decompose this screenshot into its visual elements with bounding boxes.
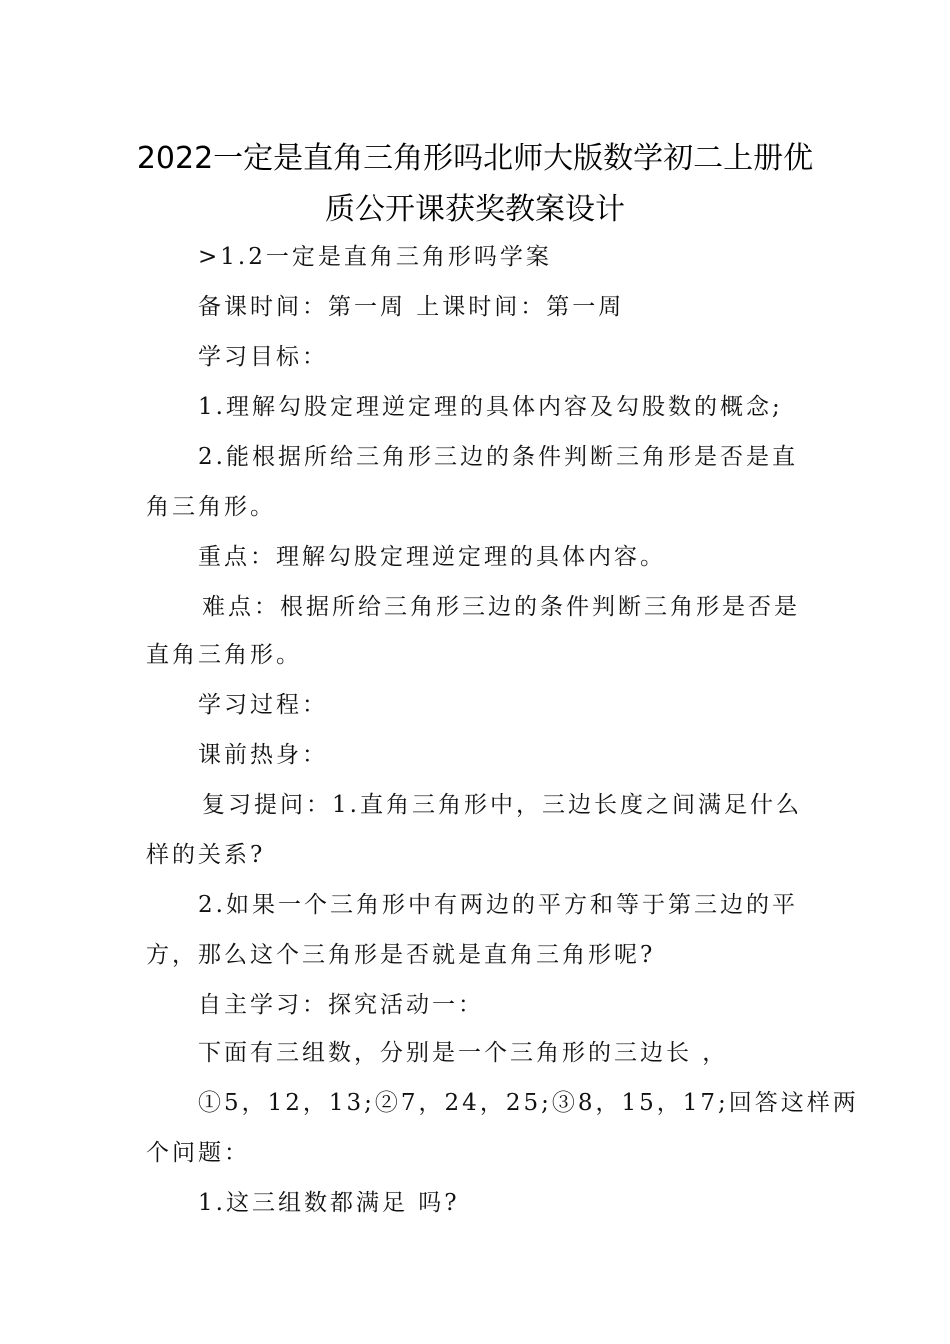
paragraph-line: 复习提问：1.直角三角形中，三边长度之间满足什么	[202, 792, 802, 818]
paragraph-line: 2.如果一个三角形中有两边的平方和等于第三边的平	[198, 892, 798, 918]
paragraph-line: 样的关系?	[146, 842, 266, 868]
paragraph-line: 备课时间：第一周 上课时间：第一周	[198, 294, 625, 320]
paragraph-line: 1.理解勾股定理逆定理的具体内容及勾股数的概念;	[198, 394, 783, 420]
paragraph-line: 重点：理解勾股定理逆定理的具体内容。	[198, 544, 666, 570]
paragraph-line: 方，那么这个三角形是否就是直角三角形呢?	[146, 942, 656, 968]
paragraph-line: >1.2一定是直角三角形吗学案	[198, 244, 552, 270]
paragraph-line: 角三角形。	[146, 494, 276, 520]
document-title-line-2: 质公开课获奖教案设计	[325, 192, 625, 227]
document-title-line-1: 2022一定是直角三角形吗北师大版数学初二上册优	[136, 141, 814, 176]
paragraph-line: 自主学习：探究活动一：	[198, 992, 484, 1018]
paragraph-line: 1.这三组数都满足 吗?	[198, 1190, 460, 1216]
paragraph-line: 下面有三组数，分别是一个三角形的三边长 ，	[198, 1040, 729, 1066]
paragraph-line: 2.能根据所给三角形三边的条件判断三角形是否是直	[198, 444, 798, 470]
paragraph-line: 直角三角形。	[146, 642, 302, 668]
paragraph-line: 学习目标：	[198, 344, 328, 370]
paragraph-line: 难点：根据所给三角形三边的条件判断三角形是否是	[202, 594, 800, 620]
paragraph-line: 个问题：	[146, 1140, 250, 1166]
paragraph-line: 学习过程：	[198, 692, 328, 718]
paragraph-line: ①5，12，13;②7，24，25;③8，15，17;回答这样两	[198, 1090, 859, 1116]
paragraph-line: 课前热身：	[198, 742, 328, 768]
